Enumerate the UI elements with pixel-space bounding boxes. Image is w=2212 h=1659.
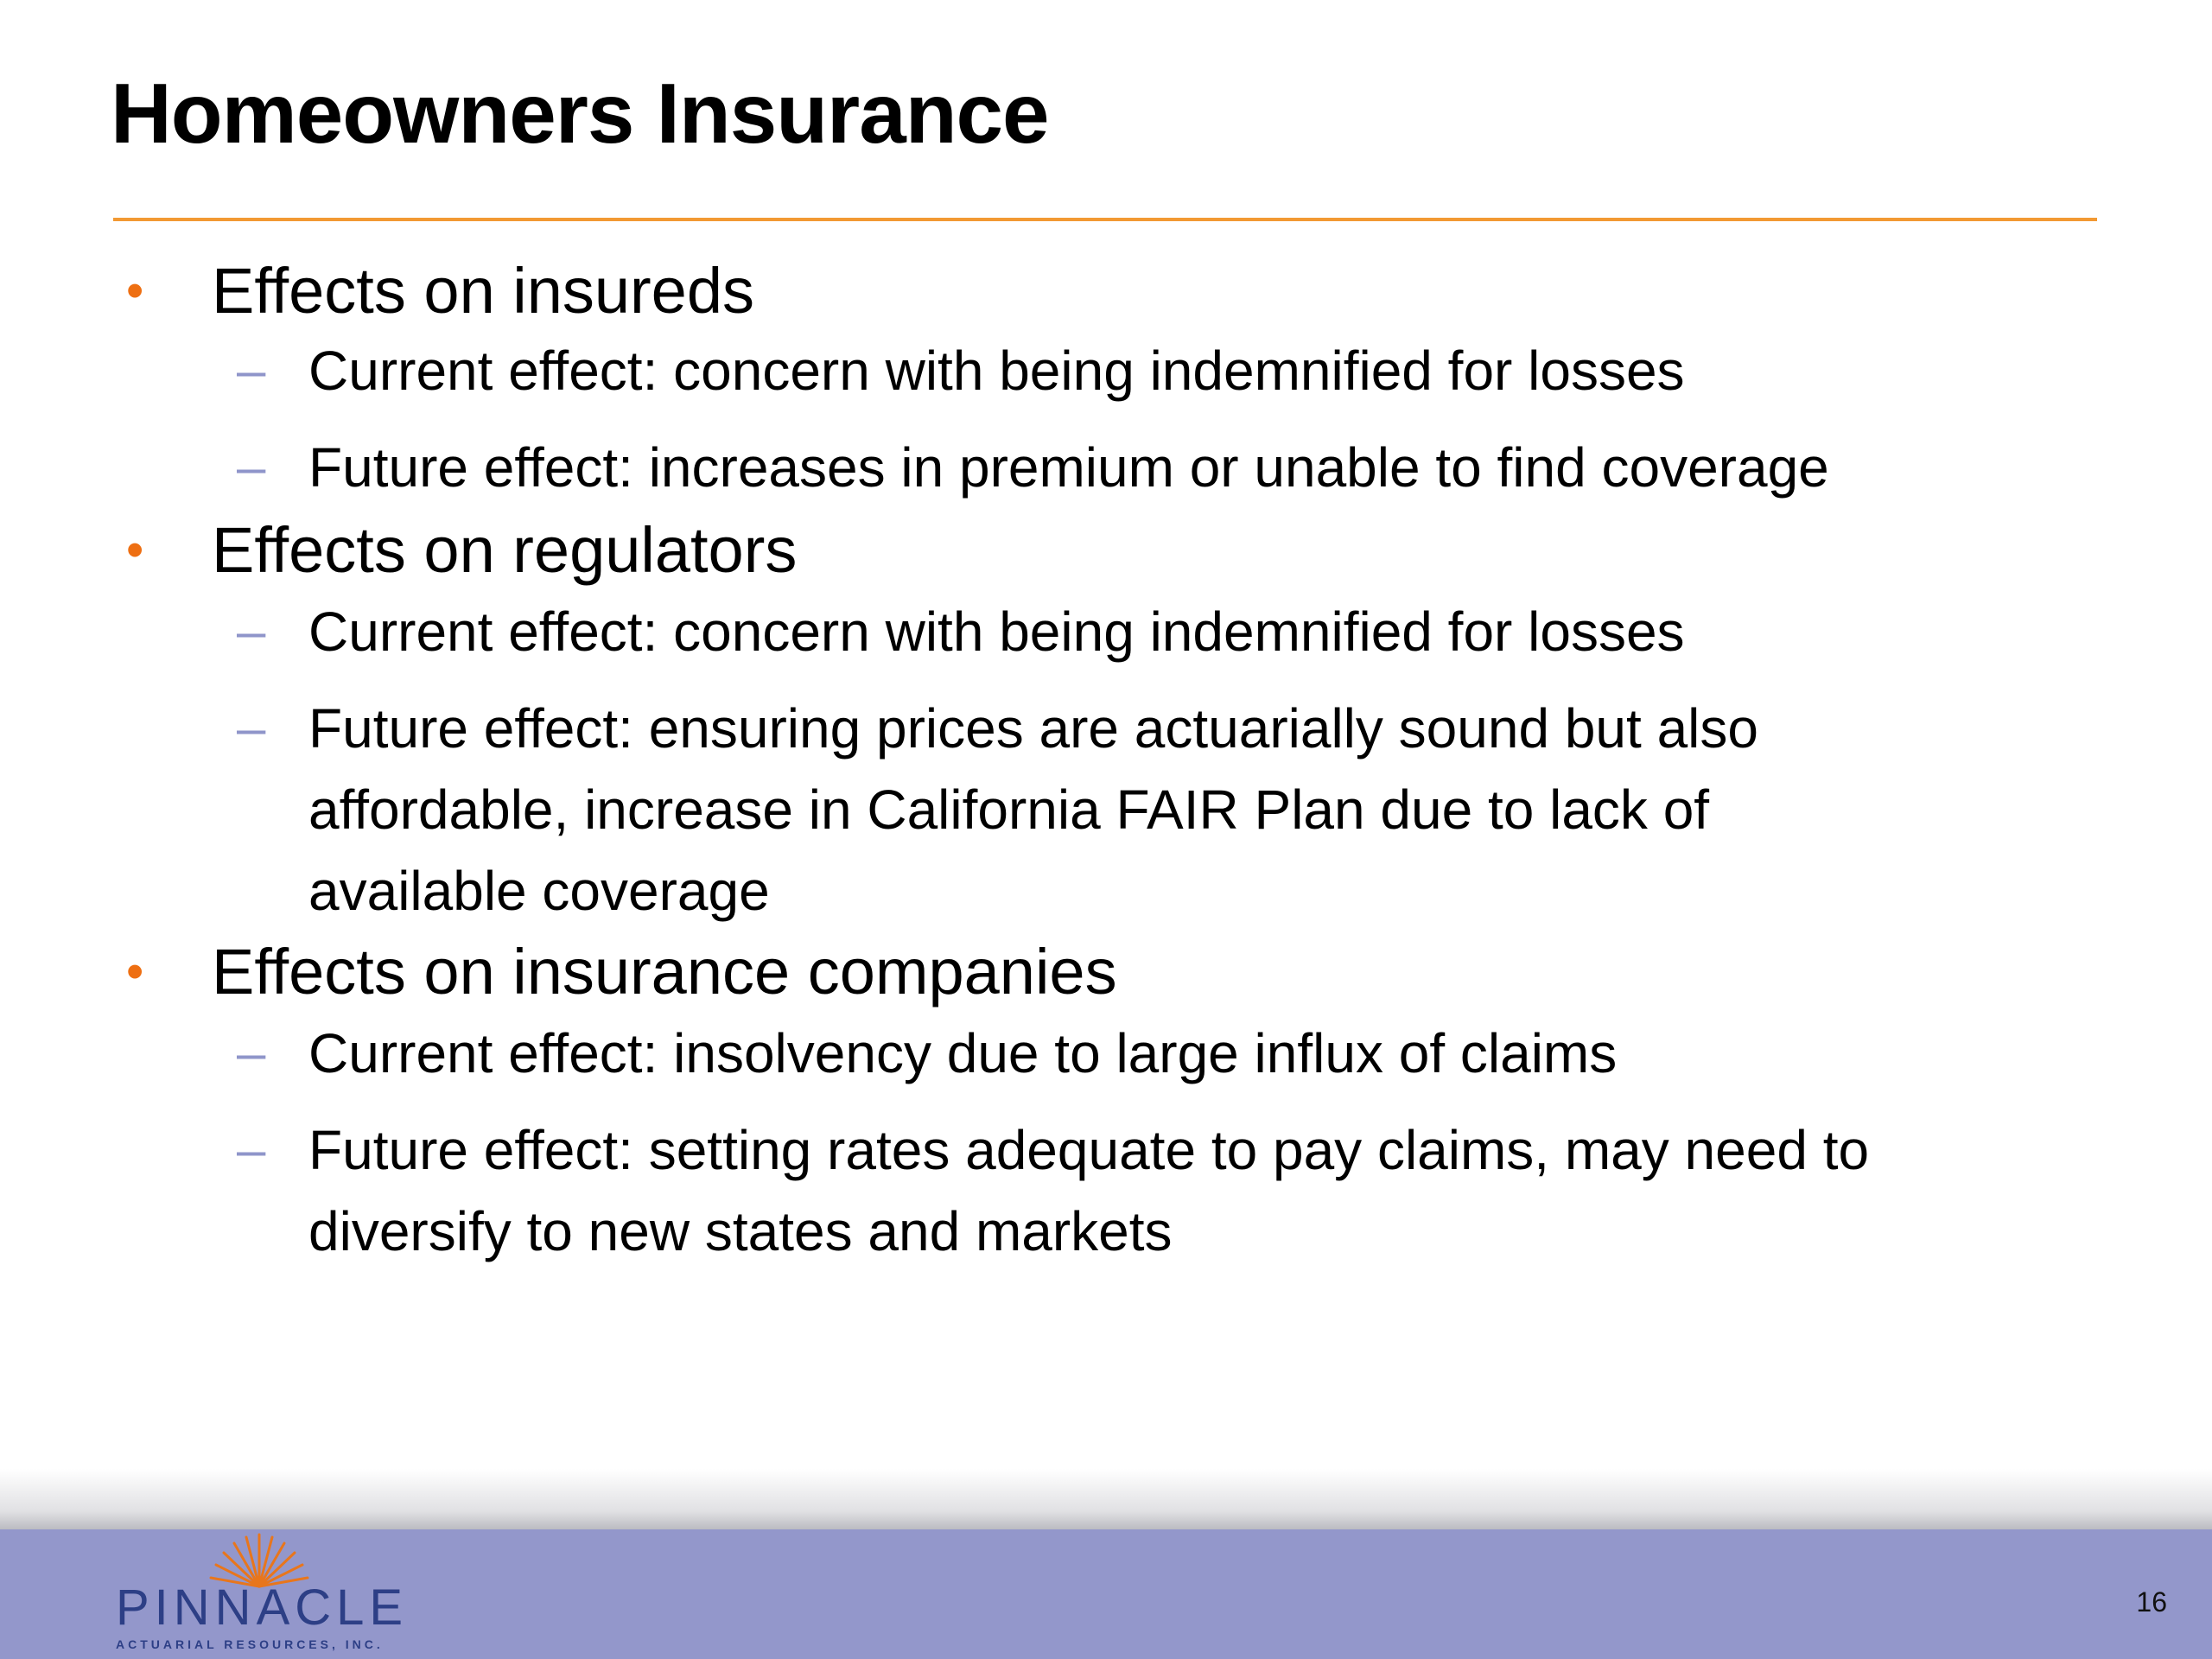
title-divider [113, 218, 2097, 221]
sub-bullet-text-continued: diversify to new states and markets [308, 1200, 1173, 1262]
bullet-text: Effects on insureds [212, 255, 754, 327]
bullet-text: Effects on regulators [212, 514, 798, 586]
bullet-marker: • [126, 944, 144, 1000]
sub-bullet-text: Future effect: ensuring prices are actuarially sound but also [308, 697, 1758, 760]
footer-shadow [0, 1469, 2212, 1529]
sub-bullet-marker: – [237, 1121, 266, 1179]
sub-bullet-text: Current effect: insolvency due to large influx of claims [308, 1022, 1618, 1084]
sub-bullet-marker: – [237, 699, 266, 757]
sub-bullet-text: Future effect: increases in premium or unable to find coverage [308, 436, 1829, 499]
bullet-marker: • [126, 522, 144, 578]
sub-bullet-text: Current effect: concern with being indemnified for losses [308, 601, 1685, 663]
page-number: 16 [2136, 1586, 2167, 1618]
sub-bullet-marker: – [237, 438, 266, 496]
sub-bullet-marker: – [237, 1024, 266, 1082]
logo-tagline: ACTUARIAL RESOURCES, INC. [116, 1637, 384, 1651]
sub-bullet-marker: – [237, 341, 266, 399]
pinnacle-logo [112, 1529, 409, 1659]
slide-title: Homeowners Insurance [111, 66, 1049, 161]
sub-bullet-marker: – [237, 602, 266, 660]
sub-bullet-text: Current effect: concern with being indemnified for losses [308, 340, 1685, 402]
logo-wordmark: PINNACLE [116, 1580, 409, 1636]
sub-bullet-text-continued: affordable, increase in California FAIR Plan due to lack of [308, 779, 1710, 841]
bullet-marker: • [126, 263, 144, 319]
sub-bullet-text: Future effect: setting rates adequate to pay claims, may need to [308, 1119, 1870, 1181]
bullet-text: Effects on insurance companies [212, 936, 1117, 1007]
sub-bullet-text-continued: available coverage [308, 860, 770, 922]
